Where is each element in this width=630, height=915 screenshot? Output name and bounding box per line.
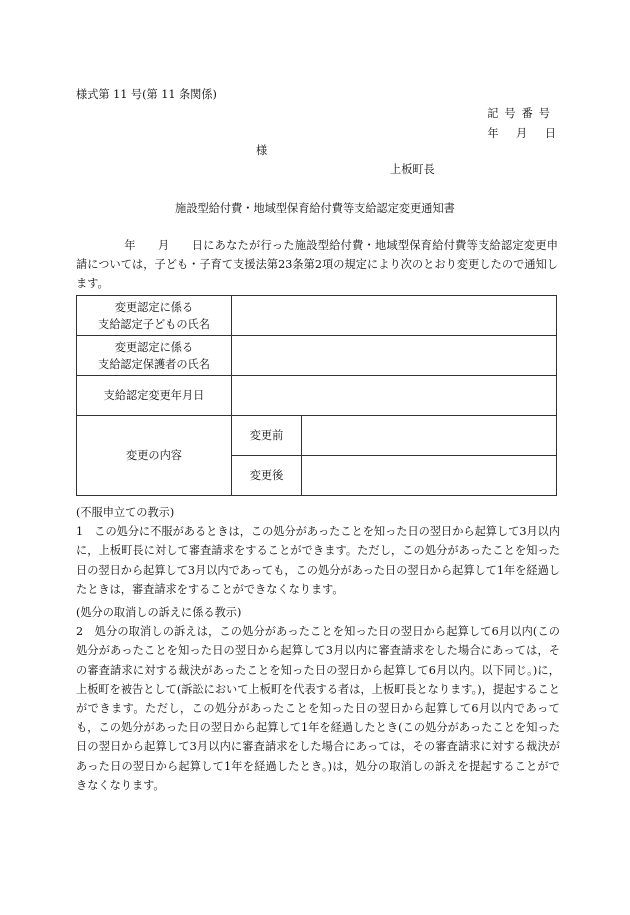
objection-heading: (不服申立ての教示) xyxy=(76,506,175,519)
change-date-value xyxy=(232,376,557,416)
intro-month: 月 xyxy=(157,239,170,252)
document-number: 記号番号 xyxy=(487,107,556,120)
document-date: 年 月 日 xyxy=(487,127,556,140)
change-date-label: 支給認定変更年月日 xyxy=(77,376,232,416)
intro-text: 日にあなたが行った施設型給付費・地域型保育給付費等支給認定変更申請については，子ども・子育て支援法第23条第2項の規定により次のとおり変更したので通知します。 xyxy=(76,239,558,290)
form-label: 様式第 11 号(第 11 条関係) xyxy=(76,88,217,101)
guardian-name-label: 変更認定に係る 支給認定保護者の氏名 xyxy=(77,336,232,376)
before-value xyxy=(302,416,557,456)
intro-year: 年 xyxy=(124,239,136,252)
certification-change-table xyxy=(76,295,557,496)
table-row xyxy=(77,376,557,416)
notices-section xyxy=(76,503,560,795)
before-label: 変更前 xyxy=(232,416,302,456)
addressee-suffix: 様 xyxy=(256,144,268,157)
guardian-name-value xyxy=(232,336,557,376)
objection-text: 1 この処分に不服があるときは，この処分があったことを知った日の翌日から起算して3月以内に，上板町長に対して審査請求をすることができます。ただし，この処分があったことを知った日の翌日から起算して3月以内であっても，この処分があった日の翌日から起算して1年を経過したときは，審査請求をすることができなくなります。 xyxy=(76,525,561,596)
child-name-value xyxy=(232,296,557,336)
table-row xyxy=(77,336,557,376)
revocation-heading: (処分の取消しの訴えに係る教示) xyxy=(76,606,242,620)
after-label: 変更後 xyxy=(232,456,302,496)
intro-paragraph xyxy=(76,236,558,293)
change-content-label: 変更の内容 xyxy=(77,416,232,496)
table-row xyxy=(77,416,557,456)
child-name-label: 変更認定に係る 支給認定子どもの氏名 xyxy=(77,296,232,336)
table-row xyxy=(77,296,557,336)
after-value xyxy=(302,456,557,496)
revocation-text: 2 処分の取消しの訴えは，この処分があったことを知った日の翌日から起算して6月以内(この処分があったことを知った日の翌日から起算して3月以内に審査請求をした場合にあっては，その審査請求に対する裁決があったことを知った日の翌日から起算して6月以内。以下同じ。)に，上板町を被告として(訴訟において上板町を代表する者は，上板町長となります。)，提起することができます。ただし，この処分があったことを知った日の翌日から起算して6月以内であっても，この処分があった日の翌日から起算して1年を経過したとき(この処分があったことを知った日の翌日から起算して3月以内に審査請求をした場合にあっては，その審査請求に対する裁決があった日の翌日から起算して1年を経過したとき。)は，処分の取消しの訴えを提起することができなくなります。 xyxy=(76,625,560,792)
issuer-name: 上板町長 xyxy=(390,163,435,176)
document-title: 施設型給付費・地域型保育給付費等支給認定変更通知書 xyxy=(175,202,455,215)
